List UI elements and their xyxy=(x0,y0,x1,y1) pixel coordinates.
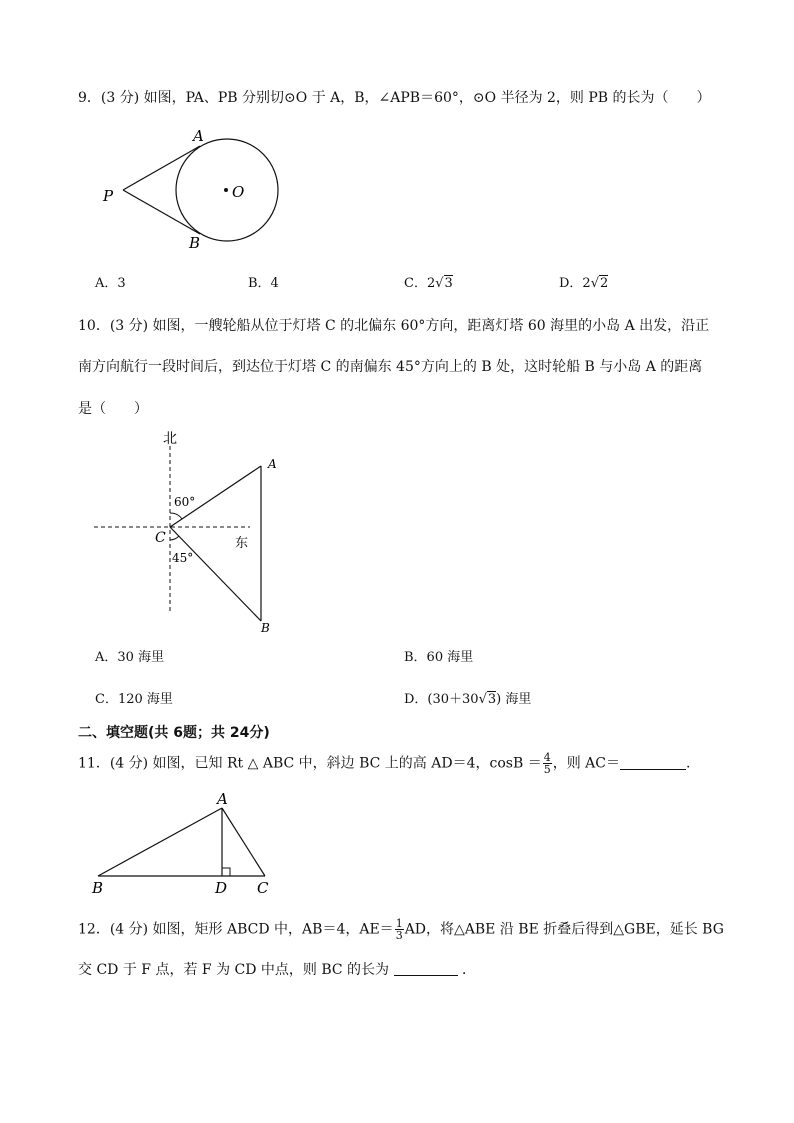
q10-option-d[interactable]: D．(30＋30√3) 海里 xyxy=(404,692,532,707)
q10-label-b: B xyxy=(261,621,270,635)
q10-label-a: A xyxy=(268,457,277,471)
q12-fraction xyxy=(395,918,404,941)
q11-fraction-den: 5 xyxy=(543,763,551,776)
q10-option-b[interactable]: B．60 海里 xyxy=(404,650,474,665)
q10-line1: 10．(3 分) 如图，一艘轮船从位于灯塔 C 的北偏东 60°方向，距离灯塔 60 海里的小岛 A 出发，沿正 xyxy=(78,318,710,334)
q10-option-d-prefix: D．(30＋30 xyxy=(404,692,479,707)
q9-option-d-radicand: 2 xyxy=(600,276,609,291)
q12-text-after: AD，将△ABE 沿 BE 折叠后得到△GBE，延长 BG xyxy=(404,921,724,938)
section2-title: 二、填空题(共 6题；共 24分) xyxy=(78,725,270,741)
q11-label-a: A xyxy=(217,790,228,808)
q10-option-c[interactable]: C．120 海里 xyxy=(95,692,173,707)
q9-option-c-prefix: C．2 xyxy=(404,276,436,291)
q11-text-end: . xyxy=(685,755,691,772)
q9-option-c[interactable]: C．2√3 xyxy=(404,276,453,291)
q11-label-d: D xyxy=(215,879,228,897)
q9-text: 9．(3 分) 如图，PA、PB 分别切⊙O 于 A，B，∠APB＝60°，⊙O 半径为 2，则 PB 的长为（ ） xyxy=(78,90,711,106)
q10-label-c: C xyxy=(155,530,166,546)
q11-text-before: 11．(4 分) 如图，已知 Rt △ ABC 中，斜边 BC 上的高 AD＝4，cosB ＝ xyxy=(78,755,542,772)
q12-fraction-den: 3 xyxy=(395,929,403,942)
q11-text-after: ，则 AC＝ xyxy=(552,755,620,772)
q9-label-p: P xyxy=(103,187,114,205)
q12-line2 xyxy=(78,960,476,980)
q9-label-b: B xyxy=(189,234,201,252)
q11-segment-ba xyxy=(98,808,222,876)
q11-right-angle-mark xyxy=(222,868,230,876)
q12-answer-blank[interactable] xyxy=(394,961,458,976)
q12-text-end: ． xyxy=(461,962,476,978)
q12-line2-text: 交 CD 于 F 点，若 F 为 CD 中点，则 BC 的长为 xyxy=(78,962,390,978)
q12-line1 xyxy=(78,918,724,941)
q9-option-b[interactable]: B．4 xyxy=(248,276,279,291)
q9-option-d-prefix: D．2 xyxy=(559,276,591,291)
q10-option-d-suffix: ) 海里 xyxy=(496,692,532,707)
q9-option-d[interactable]: D．2√2 xyxy=(559,276,609,291)
q10-line3: 是（ ） xyxy=(78,401,148,417)
q9-option-a[interactable]: A．3 xyxy=(95,276,126,291)
q11-label-b: B xyxy=(92,879,104,897)
q9-label-a: A xyxy=(193,127,204,145)
q11-fraction-num: 4 xyxy=(543,751,551,764)
q10-label-east: 东 xyxy=(235,536,249,551)
q11-label-c: C xyxy=(257,879,269,897)
q10-label-angle45: 45° xyxy=(172,551,194,565)
q10-option-d-radicand: 3 xyxy=(487,692,497,707)
q10-option-a[interactable]: A．30 海里 xyxy=(95,650,165,665)
q10-line2: 南方向航行一段时间后，到达位于灯塔 C 的南偏东 45°方向上的 B 处，这时轮船 B 与小岛 A 的距离 xyxy=(78,359,703,375)
q11-segment-ac xyxy=(222,808,265,876)
q12-fraction-num: 1 xyxy=(395,917,403,930)
q12-text-before: 12．(4 分) 如图，矩形 ABCD 中，AB＝4，AE＝ xyxy=(78,921,394,938)
q9-option-c-radicand: 3 xyxy=(444,276,453,291)
q10-label-angle60: 60° xyxy=(174,495,196,509)
q9-label-o: O xyxy=(232,183,245,201)
q10-label-north: 北 xyxy=(163,431,177,447)
